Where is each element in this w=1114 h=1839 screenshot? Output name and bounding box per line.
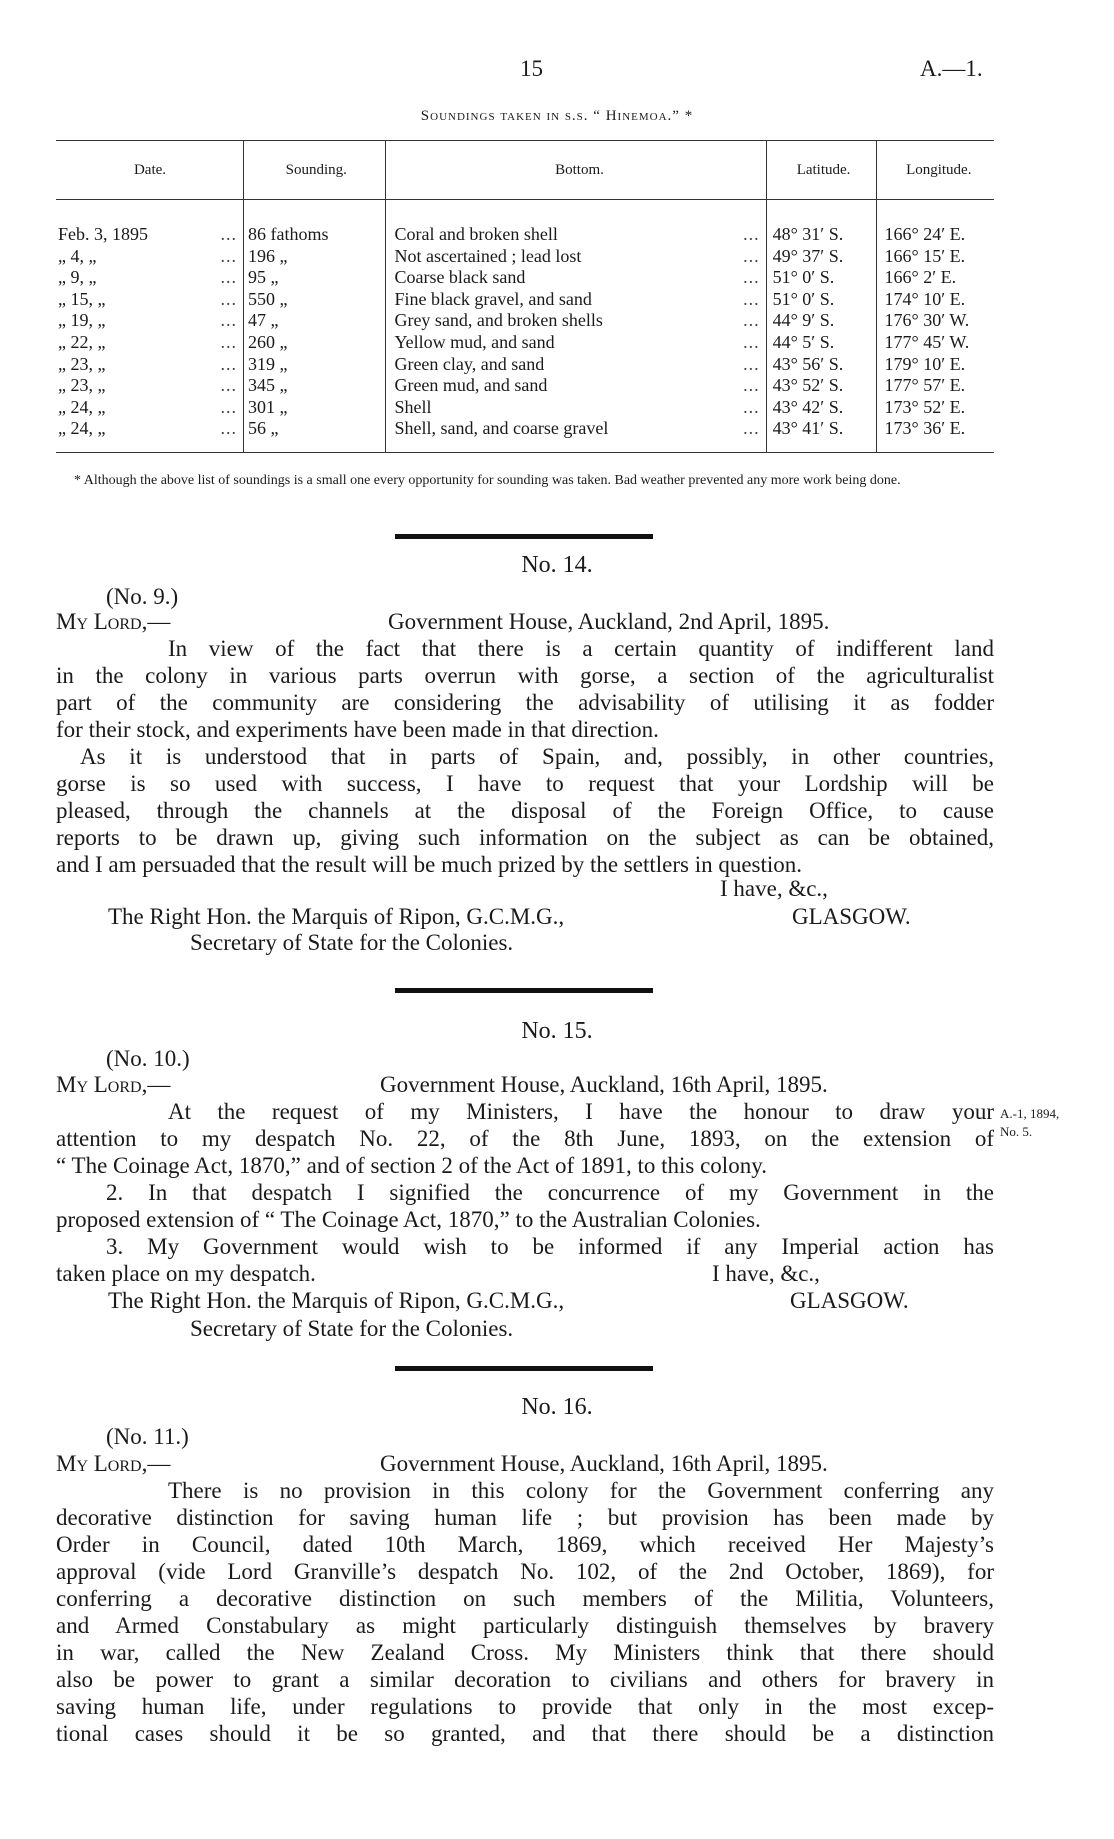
leader-dots: ... <box>743 396 760 417</box>
column-header-sounding: Sounding. <box>244 141 386 200</box>
cell-sounding-text: 95 „ <box>248 267 279 288</box>
column-header-latitude: Latitude. <box>766 141 876 200</box>
section-divider <box>395 1366 653 1371</box>
cell-sounding <box>244 200 386 246</box>
table-row <box>56 418 994 452</box>
cell-latitude-text: 43° 41′ S. <box>772 418 844 439</box>
cell-sounding <box>244 332 386 354</box>
cell-sounding-text: 260 „ <box>248 331 288 352</box>
body-line: At the request of my Ministers, I have the honour to draw your <box>168 1099 994 1124</box>
closing: I have, &c., <box>720 876 828 901</box>
addressee-title: Secretary of State for the Colonies. <box>190 930 514 955</box>
body-line: conferring a decorative distinction on such members of the Militia, Volunteers, <box>56 1586 994 1611</box>
table-row <box>56 246 994 268</box>
cell-bottom-text: Green clay, and sand <box>394 353 545 374</box>
cell-date <box>56 267 244 289</box>
cell-bottom <box>386 375 766 397</box>
cell-latitude <box>766 418 876 452</box>
cell-sounding-text: 301 „ <box>248 396 288 417</box>
cell-sounding <box>244 267 386 289</box>
cell-sounding <box>244 418 386 452</box>
cell-date <box>56 354 244 376</box>
cell-latitude-text: 51° 0′ S. <box>772 288 835 309</box>
body-line: attention to my despatch No. 22, of the 8th June, 1893, on the extension of <box>56 1126 994 1151</box>
cell-date-text: „ 4, „ <box>58 245 97 266</box>
place-date: Government House, Auckland, 16th April, 1895. <box>380 1451 828 1476</box>
leader-dots: ... <box>743 267 760 288</box>
cell-sounding-text: 56 „ <box>248 418 279 439</box>
cell-date-text: Feb. 3, 1895 <box>58 224 148 244</box>
cell-bottom <box>386 354 766 376</box>
body-line: reports to be drawn up, giving such information on the subject as can be obtained, <box>56 825 994 850</box>
despatch-ref: (No. 11.) <box>106 1424 189 1449</box>
cell-bottom <box>386 246 766 268</box>
body-line: for their stock, and experiments have been made in that direction. <box>56 717 659 742</box>
table-row <box>56 200 994 246</box>
body-line: 3. My Government would wish to be informed if any Imperial action has <box>106 1234 994 1259</box>
salutation: My Lord,— <box>56 1072 171 1097</box>
body-line: in the colony in various parts overrun with gorse, a section of the agriculturalist <box>56 663 994 688</box>
despatch-heading: No. 14. <box>521 552 593 578</box>
cell-date-text: „ 24, „ <box>58 418 106 439</box>
cell-bottom-text: Green mud, and sand <box>394 375 548 396</box>
leader-dots: ... <box>220 418 238 439</box>
addressee: The Right Hon. the Marquis of Ripon, G.C.M.G., <box>108 904 565 929</box>
cell-longitude-text: 166° 15′ E. <box>884 245 966 266</box>
leader-dots: ... <box>743 331 760 352</box>
cell-date <box>56 375 244 397</box>
table-header-row <box>56 141 994 200</box>
cell-latitude-text: 43° 52′ S. <box>772 375 844 396</box>
cell-date <box>56 289 244 311</box>
section-divider <box>395 534 653 539</box>
cell-sounding <box>244 375 386 397</box>
leader-dots: ... <box>743 353 760 374</box>
cell-longitude-text: 166° 24′ E. <box>884 224 966 244</box>
cell-latitude <box>766 200 876 246</box>
leader-dots: ... <box>743 245 760 266</box>
cell-date <box>56 397 244 419</box>
cell-date-text: „ 24, „ <box>58 396 106 417</box>
cell-latitude-text: 49° 37′ S. <box>772 245 844 266</box>
cell-date-text: „ 23, „ <box>58 353 106 374</box>
cell-longitude <box>876 289 994 311</box>
cell-bottom <box>386 310 766 332</box>
place-date: Government House, Auckland, 16th April, 1895. <box>380 1072 828 1097</box>
body-line: 2. In that despatch I signified the concurrence of my Government in the <box>106 1180 994 1205</box>
leader-dots: ... <box>220 310 238 331</box>
cell-latitude <box>766 246 876 268</box>
margin-note: No. 5. <box>1000 1124 1033 1139</box>
cell-longitude <box>876 267 994 289</box>
cell-sounding <box>244 289 386 311</box>
cell-bottom-text: Grey sand, and broken shells <box>394 310 603 331</box>
cell-longitude-text: 166° 2′ E. <box>884 267 957 288</box>
cell-sounding-text: 345 „ <box>248 375 288 396</box>
soundings-title-text: Soundings taken in s.s. “ Hinemoa.” <box>420 108 680 124</box>
leader-dots: ... <box>220 396 238 417</box>
cell-longitude <box>876 200 994 246</box>
cell-longitude <box>876 375 994 397</box>
table-row <box>56 354 994 376</box>
body-line: gorse is so used with success, I have to request that your Lordship will be <box>56 771 994 796</box>
series-label: A.—1. <box>920 56 983 81</box>
leader-dots: ... <box>220 267 238 288</box>
cell-bottom-text: Yellow mud, and sand <box>394 331 555 352</box>
cell-latitude <box>766 354 876 376</box>
body-line: decorative distinction for saving human life ; but provision has been made by <box>56 1505 994 1530</box>
cell-latitude-text: 44° 9′ S. <box>772 310 835 331</box>
body-line: Order in Council, dated 10th March, 1869, which received Her Majesty’s <box>56 1532 994 1557</box>
cell-date-text: „ 15, „ <box>58 288 106 309</box>
cell-bottom-text: Coral and broken shell <box>394 224 558 244</box>
soundings-title <box>0 108 1114 125</box>
cell-sounding <box>244 246 386 268</box>
cell-longitude-text: 173° 52′ E. <box>884 396 966 417</box>
cell-date-text: „ 9, „ <box>58 267 97 288</box>
cell-date <box>56 418 244 452</box>
table-row <box>56 310 994 332</box>
cell-latitude <box>766 267 876 289</box>
cell-latitude-text: 51° 0′ S. <box>772 267 835 288</box>
table-row <box>56 267 994 289</box>
leader-dots: ... <box>743 310 760 331</box>
cell-latitude-text: 48° 31′ S. <box>772 224 844 244</box>
cell-longitude-text: 173° 36′ E. <box>884 418 966 439</box>
table-row <box>56 375 994 397</box>
cell-bottom-text: Shell, sand, and coarse gravel <box>394 418 609 439</box>
cell-sounding-text: 319 „ <box>248 353 288 374</box>
signature: GLASGOW. <box>792 904 911 929</box>
cell-sounding <box>244 310 386 332</box>
cell-sounding-text: 86 fathoms <box>248 224 329 244</box>
body-line: There is no provision in this colony for the Government conferring any <box>168 1478 994 1503</box>
cell-longitude <box>876 332 994 354</box>
table-row <box>56 397 994 419</box>
cell-date <box>56 310 244 332</box>
body-line: in war, called the New Zealand Cross. My Ministers think that there should <box>56 1640 994 1665</box>
despatch-ref: (No. 9.) <box>106 584 179 609</box>
leader-dots: ... <box>743 224 760 244</box>
place-date: Government House, Auckland, 2nd April, 1895. <box>388 609 830 634</box>
section-divider <box>395 988 653 993</box>
leader-dots: ... <box>220 353 238 374</box>
table-footnote: * Although the above list of soundings is a small one every opportunity for sounding was taken. Bad weather prevented any more work being done. <box>74 473 901 488</box>
cell-latitude-text: 43° 42′ S. <box>772 396 844 417</box>
leader-dots: ... <box>220 331 238 352</box>
cell-bottom-text: Shell <box>394 396 432 417</box>
cell-bottom <box>386 397 766 419</box>
cell-sounding-text: 47 „ <box>248 310 279 331</box>
body-line: taken place on my despatch. <box>56 1261 316 1286</box>
body-line: and I am persuaded that the result will be much prized by the settlers in question. <box>56 852 803 877</box>
leader-dots: ... <box>220 245 238 266</box>
cell-bottom <box>386 200 766 246</box>
salutation: My Lord,— <box>56 1451 171 1476</box>
addressee-title: Secretary of State for the Colonies. <box>190 1316 514 1341</box>
body-line: and Armed Constabulary as might particularly distinguish themselves by bravery <box>56 1613 994 1638</box>
table-row <box>56 332 994 354</box>
despatch-heading: No. 16. <box>521 1394 593 1420</box>
body-line: tional cases should it be so granted, and that there should be a distinction <box>56 1721 994 1746</box>
addressee: The Right Hon. the Marquis of Ripon, G.C.M.G., <box>108 1288 565 1313</box>
cell-longitude-text: 176° 30′ W. <box>884 310 970 331</box>
cell-longitude-text: 177° 57′ E. <box>884 375 966 396</box>
soundings-table <box>56 140 994 453</box>
salutation: My Lord,— <box>56 609 171 634</box>
column-header-date: Date. <box>56 141 244 200</box>
cell-bottom <box>386 332 766 354</box>
cell-sounding <box>244 354 386 376</box>
cell-latitude <box>766 332 876 354</box>
body-line: “ The Coinage Act, 1870,” and of section 2 of the Act of 1891, to this colony. <box>56 1153 767 1178</box>
cell-bottom-text: Not ascertained ; lead lost <box>394 245 582 266</box>
soundings-table-body <box>56 200 994 453</box>
margin-note: A.-1, 1894, <box>1000 1106 1060 1121</box>
cell-date-text: „ 23, „ <box>58 375 106 396</box>
body-line: As it is understood that in parts of Spain, and, possibly, in other countries, <box>80 744 994 769</box>
column-header-longitude: Longitude. <box>876 141 994 200</box>
cell-bottom <box>386 289 766 311</box>
cell-sounding-text: 550 „ <box>248 288 288 309</box>
body-line: approval (vide Lord Granville’s despatch No. 102, of the 2nd October, 1869), for <box>56 1559 994 1584</box>
body-line: In view of the fact that there is a certain quantity of indifferent land <box>168 636 994 661</box>
cell-longitude <box>876 246 994 268</box>
cell-latitude-text: 44° 5′ S. <box>772 331 835 352</box>
body-line: saving human life, under regulations to provide that only in the most excep- <box>56 1694 994 1719</box>
despatch-heading: No. 15. <box>521 1018 593 1044</box>
cell-longitude <box>876 354 994 376</box>
cell-longitude-text: 174° 10′ E. <box>884 288 966 309</box>
despatch-ref: (No. 10.) <box>106 1046 190 1071</box>
leader-dots: ... <box>220 375 238 396</box>
cell-bottom-text: Fine black gravel, and sand <box>394 288 592 309</box>
cell-bottom <box>386 267 766 289</box>
cell-longitude <box>876 310 994 332</box>
body-line: proposed extension of “ The Coinage Act, 1870,” to the Australian Colonies. <box>56 1207 761 1232</box>
footnote-mark: * <box>679 108 694 124</box>
page-number: 15 <box>520 56 543 81</box>
cell-bottom-text: Coarse black sand <box>394 267 526 288</box>
cell-date-text: „ 19, „ <box>58 310 106 331</box>
cell-latitude <box>766 397 876 419</box>
body-line: also be power to grant a similar decoration to civilians and others for bravery in <box>56 1667 994 1692</box>
leader-dots: ... <box>220 288 238 309</box>
cell-date <box>56 246 244 268</box>
table-row <box>56 289 994 311</box>
cell-latitude <box>766 289 876 311</box>
cell-bottom <box>386 418 766 452</box>
cell-longitude-text: 177° 45′ W. <box>884 331 970 352</box>
cell-date <box>56 200 244 246</box>
body-line: part of the community are considering the advisability of utilising it as fodder <box>56 690 994 715</box>
cell-date-text: „ 22, „ <box>58 331 106 352</box>
cell-date <box>56 332 244 354</box>
signature: GLASGOW. <box>790 1288 909 1313</box>
leader-dots: ... <box>220 224 238 244</box>
leader-dots: ... <box>743 418 760 439</box>
cell-latitude-text: 43° 56′ S. <box>772 353 844 374</box>
cell-longitude-text: 179° 10′ E. <box>884 353 966 374</box>
closing: I have, &c., <box>712 1261 820 1286</box>
column-header-bottom: Bottom. <box>386 141 766 200</box>
cell-longitude <box>876 397 994 419</box>
cell-latitude <box>766 375 876 397</box>
cell-longitude <box>876 418 994 452</box>
body-line: pleased, through the channels at the disposal of the Foreign Office, to cause <box>56 798 994 823</box>
leader-dots: ... <box>743 375 760 396</box>
leader-dots: ... <box>743 288 760 309</box>
cell-sounding <box>244 397 386 419</box>
cell-sounding-text: 196 „ <box>248 245 288 266</box>
cell-latitude <box>766 310 876 332</box>
